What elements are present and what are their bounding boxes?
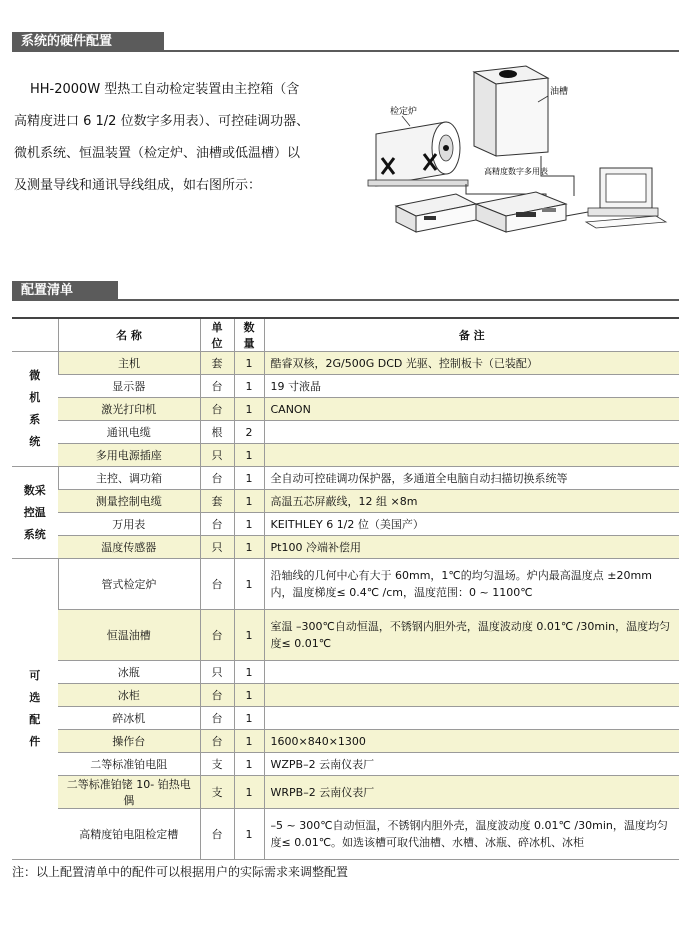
unit-cell: 台 [200,684,234,707]
name-cell: 测量控制电缆 [58,490,200,513]
category-cell: 可 选 配 件 [12,559,58,860]
table-header-row [12,318,679,352]
qty-cell: 1 [234,809,264,860]
note-cell: WZPB–2 云南仪表厂 [264,753,679,776]
unit-cell: 根 [200,421,234,444]
unit-cell: 台 [200,559,234,610]
intro-line: 微机系统、恒温装置（检定炉、油槽或低温槽）以 [14,146,301,161]
oil-bath-illustration [474,66,548,156]
note-cell: 室温 –300℃自动恒温，不锈钢内胆外壳，温度波动度 0.01℃ /30min，温度均匀度≤ 0.01℃ [264,610,679,661]
qty-cell: 1 [234,352,264,375]
qty-cell: 1 [234,444,264,467]
note-cell: 全自动可控硅调功保护器，多通道全电脑自动扫描切换系统等 [264,467,679,490]
category-cell: 数采 控温 系统 [12,467,58,559]
intro-line: 及测量导线和通讯导线组成，如右图所示： [14,178,262,193]
note-cell: –5 ~ 300℃自动恒温，不锈钢内胆外壳，温度波动度 0.01℃ /30min，温度均匀度≤ 0.01℃。如选该槽可取代油槽、水槽、冰瓶、碎冰机、冰柜 [264,809,679,860]
qty-cell: 1 [234,375,264,398]
footer-note: 注：以上配置清单中的配件可以根据用户的实际需求来调整配置 [12,865,349,879]
table-row [12,536,679,559]
unit-cell: 支 [200,753,234,776]
config-table [12,317,679,860]
name-cell: 管式检定炉 [58,559,200,610]
oil-bath-label: 油槽 [550,87,569,97]
name-cell: 冰瓶 [58,661,200,684]
header-name: 名 称 [58,318,200,352]
header-qty: 数量 [234,318,264,352]
qty-cell: 1 [234,707,264,730]
qty-cell: 2 [234,421,264,444]
qty-cell: 1 [234,398,264,421]
table-row [12,753,679,776]
table-row [12,421,679,444]
qty-cell: 1 [234,559,264,610]
name-cell: 恒温油槽 [58,610,200,661]
furnace-label: 检定炉 [390,107,418,117]
intro-line: HH-2000W 型热工自动检定装置由主控箱（含 [30,82,300,97]
note-cell: CANON [264,398,679,421]
unit-cell: 台 [200,513,234,536]
table-row [12,730,679,753]
header-note: 备 注 [264,318,679,352]
table-row [12,610,679,661]
section-header-hardware [12,32,679,52]
qty-cell: 1 [234,513,264,536]
name-cell: 碎冰机 [58,707,200,730]
unit-cell: 台 [200,398,234,421]
name-cell: 主机 [58,352,200,375]
name-cell: 操作台 [58,730,200,753]
note-cell: 1600×840×1300 [264,730,679,753]
unit-cell: 只 [200,661,234,684]
qty-cell: 1 [234,776,264,809]
qty-cell: 1 [234,610,264,661]
note-cell: 高温五芯屏蔽线，12 组 ×8m [264,490,679,513]
intro-line: 高精度进口 6 1/2 位数字多用表）、可控硅调功器、 [14,114,310,129]
note-cell: KEITHLEY 6 1/2 位（美国产） [264,513,679,536]
unit-cell: 套 [200,490,234,513]
header-unit: 单位 [200,318,234,352]
table-row [12,375,679,398]
table-row [12,490,679,513]
name-cell: 万用表 [58,513,200,536]
unit-cell: 台 [200,375,234,398]
unit-cell: 台 [200,467,234,490]
qty-cell: 1 [234,536,264,559]
unit-cell: 只 [200,536,234,559]
table-row [12,661,679,684]
table-row [12,809,679,860]
table-row [12,684,679,707]
table-row [12,467,679,490]
category-cell: 微 机 系 统 [12,352,58,467]
dmm-label: 高精度数字多用表 [484,167,548,176]
note-cell: 19 寸液晶 [264,375,679,398]
name-cell: 激光打印机 [58,398,200,421]
qty-cell: 1 [234,490,264,513]
note-cell: Pt100 冷端补偿用 [264,536,679,559]
furnace-illustration [368,122,468,186]
note-cell: WRPB–2 云南仪表厂 [264,776,679,809]
note-cell [264,661,679,684]
unit-cell: 台 [200,707,234,730]
name-cell: 多用电源插座 [58,444,200,467]
table-body [12,352,679,860]
unit-cell: 套 [200,352,234,375]
note-cell [264,421,679,444]
qty-cell: 1 [234,467,264,490]
name-cell: 高精度铂电阻检定槽 [58,809,200,860]
unit-cell: 台 [200,730,234,753]
section-title: 配置清单 [21,283,74,298]
name-cell: 温度传感器 [58,536,200,559]
unit-cell: 台 [200,809,234,860]
controller-box-illustration [396,194,476,232]
name-cell: 通讯电缆 [58,421,200,444]
name-cell: 二等标准铂电阻 [58,753,200,776]
qty-cell: 1 [234,661,264,684]
table-row [12,559,679,610]
qty-cell: 1 [234,730,264,753]
note-cell: 沿轴线的几何中心有大于 60mm，1℃的均匀温场。炉内最高温度点 ±20mm 内，温度梯度≤ 0.4℃ /cm，温度范围：0 ~ 1100℃ [264,559,679,610]
equipment-diagram [366,56,682,246]
table-row [12,398,679,421]
name-cell: 二等标准铂铑 10- 铂热电偶 [58,776,200,809]
section-header-config-list [12,281,679,301]
name-cell: 显示器 [58,375,200,398]
unit-cell: 支 [200,776,234,809]
intro-paragraph [14,74,344,202]
unit-cell: 只 [200,444,234,467]
note-cell [264,684,679,707]
table-row [12,352,679,375]
unit-cell: 台 [200,610,234,661]
table-row [12,444,679,467]
note-cell [264,444,679,467]
name-cell: 冰柜 [58,684,200,707]
qty-cell: 1 [234,753,264,776]
table-row [12,707,679,730]
qty-cell: 1 [234,684,264,707]
section-title: 系统的硬件配置 [21,34,113,49]
name-cell: 主控、调功箱 [58,467,200,490]
table-row [12,513,679,536]
table-row [12,776,679,809]
note-cell: 酷睿双核，2G/500G DCD 光驱、控制板卡（已装配） [264,352,679,375]
computer-illustration [566,168,666,228]
dmm-box-illustration [476,192,566,232]
note-cell [264,707,679,730]
